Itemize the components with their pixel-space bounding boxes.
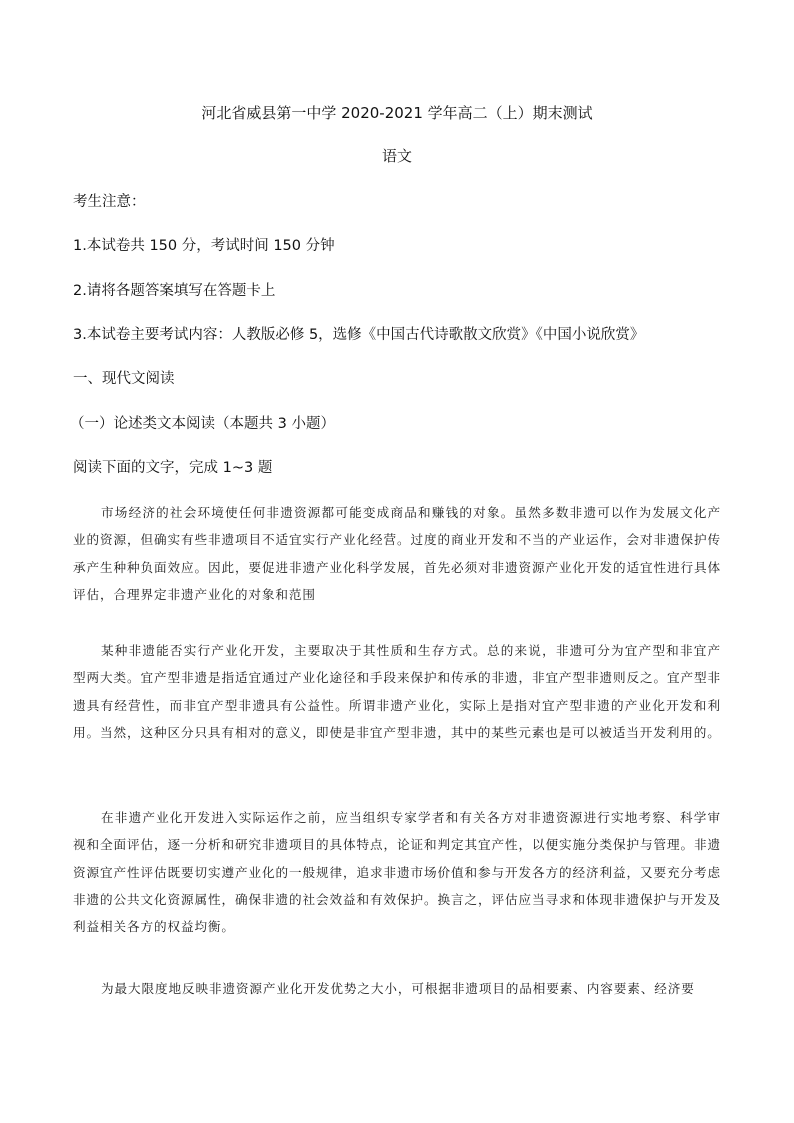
passage-paragraph-4: 为最大限度地反映非遗资源产业化开发优势之大小，可根据非遗项目的品相要素、内容要素、经济要: [101, 981, 695, 996]
exam-subject: 语文: [381, 147, 412, 165]
passage-paragraph-3: 在非遗产业化开发进入实际运作之前，应当组织专家学者和有关各方对非遗资源进行实地考察、科学审视和全面评估，逐一分析和研究非遗项目的具体特点，论证和判定其宜产性，以便实施分类保护与管理。非遗资源宜产性评估既要切实遵产业化的一般规律，追求非遗市场价值和参与开发各方的经济利益，又要充分考虑非遗的公共文化资源属性，确保非遗的社会效益和有效保护。换言之，评估应当寻求和体现非遗保护与开发及利益相关各方的权益均衡。: [73, 810, 721, 935]
notice-item-1: 1.本试卷共 150 分，考试时间 150 分钟: [73, 238, 335, 254]
section-subheading: （一）论述类文本阅读（本题共 3 小题）: [70, 416, 335, 432]
notice-item-3: 3.本试卷主要考试内容：人教版必修 5，选修《中国古代诗歌散文欣赏》《中国小说欣赏》: [73, 327, 645, 343]
section-instruction: 阅读下面的文字，完成 1~3 题: [73, 460, 273, 476]
passage-paragraph-2: 某种非遗能否实行产业化开发，主要取决于其性质和生存方式。总的来说，非遗可分为宜产型和非宜产型两大类。宜产型非遗是指适宜通过产业化途径和手段来保护和传承的非遗，非宜产型非遗则反之。宜产型非遗具有经营性，而非宜产型非遗具有公益性。所谓非遗产业化，实际上是指对宜产型非遗的产业化开发和利用。当然，这种区分只具有相对的意义，即使是非宜产型非遗，其中的某些元素也是可以被适当开发利用的。: [73, 643, 721, 740]
passage-paragraph-1: 市场经济的社会环境使任何非遗资源都可能变成商品和赚钱的对象。虽然多数非遗可以作为发展文化产业的资源，但确实有些非遗项目不适宜实行产业化经营。过度的商业开发和不当的产业运作，会对非遗保护传承产生种种负面效应。因此，要促进非遗产业化科学发展，首先必须对非遗资源产业化开发的适宜性进行具体评估，合理界定非遗产业化的对象和范围: [73, 505, 721, 602]
notice-item-2: 2.请将各题答案填写在答题卡上: [73, 283, 276, 299]
notice-heading: 考生注意：: [73, 194, 146, 210]
exam-title: 河北省威县第一中学 2020-2021 学年高二（上）期末测试: [201, 104, 593, 122]
section-heading: 一、现代文阅读: [73, 371, 175, 387]
